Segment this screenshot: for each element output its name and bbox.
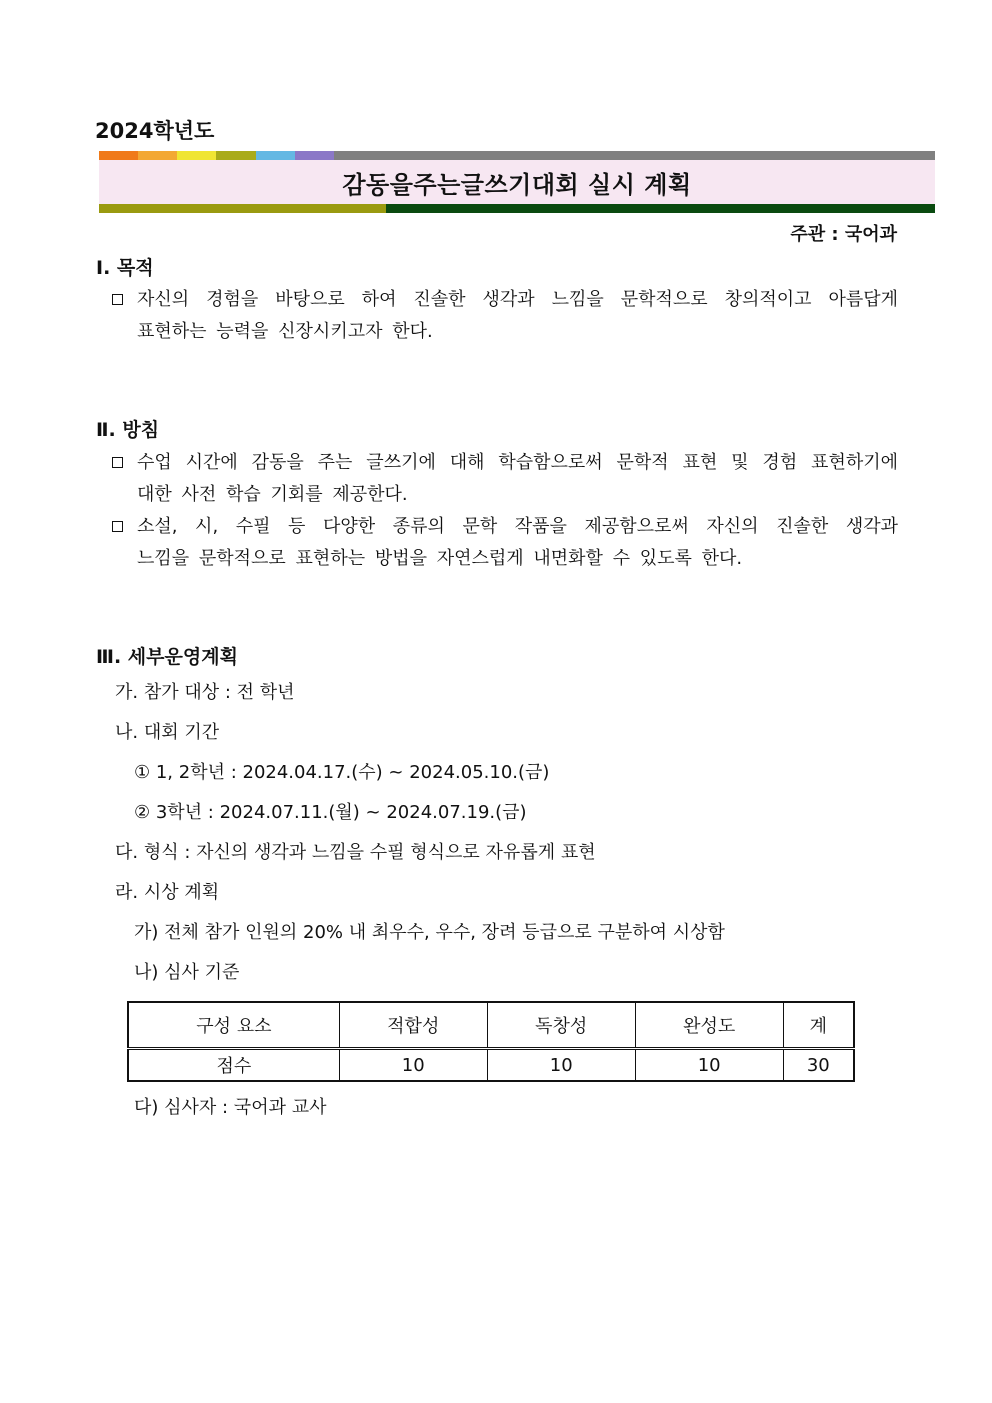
bullet-text-line: 느낌을 문학적으로 표현하는 방법을 자연스럽게 내면화할 수 있도록 한다. [137, 548, 743, 569]
checkbox-bullet-icon [112, 294, 123, 305]
bottom-bar-segment [386, 204, 935, 213]
color-segment [138, 151, 177, 160]
judging-criteria-heading: 나) 심사 기준 [134, 962, 240, 983]
table-cell: 10 [635, 1049, 783, 1082]
color-segment [99, 151, 138, 160]
bullet-text-line: 소설, 시, 수필 등 다양한 종류의 문학 작품을 제공함으로써 자신의 진솔한 생각과 [137, 516, 898, 537]
period-heading: 나. 대회 기간 [115, 722, 220, 743]
period-grade-1-2: ① 1, 2학년 : 2024.04.17.(수) ~ 2024.05.10.(금) [134, 762, 550, 783]
bullet-text-line: 표현하는 능력을 신장시키고자 한다. [137, 321, 433, 342]
bullet-text-line: 대한 사전 학습 기회를 제공한다. [137, 484, 408, 505]
color-segment [216, 151, 256, 160]
period-grade-3: ② 3학년 : 2024.07.11.(월) ~ 2024.07.19.(금) [134, 802, 527, 823]
checkbox-bullet-icon [112, 521, 123, 532]
table-header-cell: 완성도 [635, 1002, 783, 1049]
judging-criteria-table [127, 1001, 855, 1082]
format-line: 다. 형식 : 자신의 생각과 느낌을 수필 형식으로 자유롭게 표현 [115, 842, 596, 863]
color-segment [177, 151, 216, 160]
table-cell: 10 [487, 1049, 635, 1082]
color-segment [334, 151, 935, 160]
award-rule: 가) 전체 참가 인원의 20% 내 최우수, 우수, 장려 등급으로 구분하여 시상함 [134, 922, 725, 943]
section-heading-policy: Ⅱ. 방침 [96, 419, 160, 441]
document-title: 감동을주는글쓰기대회 실시 계획 [99, 160, 935, 204]
table-cell: 10 [339, 1049, 487, 1082]
table-header-cell: 구성 요소 [128, 1002, 339, 1049]
school-year: 2024학년도 [95, 119, 215, 143]
list-item [112, 447, 898, 511]
judges-line: 다) 심사자 : 국어과 교사 [134, 1097, 327, 1118]
table-cell: 점수 [128, 1049, 339, 1082]
organizer: 주관 : 국어과 [790, 224, 897, 245]
color-segment [256, 151, 295, 160]
table-header-cell: 적합성 [339, 1002, 487, 1049]
checkbox-bullet-icon [112, 457, 123, 468]
table-header-cell: 계 [783, 1002, 854, 1049]
table-header-cell: 독창성 [487, 1002, 635, 1049]
section-heading-purpose: Ⅰ. 목적 [96, 257, 154, 279]
bottom-bar-segment [99, 204, 386, 213]
table-cell: 30 [783, 1049, 854, 1082]
table-header-row [128, 1002, 854, 1049]
participants-line: 가. 참가 대상 : 전 학년 [115, 682, 295, 703]
color-segment [295, 151, 334, 160]
list-item [112, 511, 898, 575]
table-row [128, 1049, 854, 1082]
list-item [112, 284, 898, 348]
award-heading: 라. 시상 계획 [115, 882, 220, 903]
bullet-text-line: 자신의 경험을 바탕으로 하여 진솔한 생각과 느낌을 문학적으로 창의적이고 아름답게 [137, 289, 898, 310]
bullet-text-line: 수업 시간에 감동을 주는 글쓰기에 대해 학습함으로써 문학적 표현 및 경험 표현하기에 [137, 452, 898, 473]
section-heading-plan: Ⅲ. 세부운영계획 [96, 646, 238, 668]
header-bottom-bar [99, 204, 935, 213]
header-color-bar [99, 151, 935, 160]
